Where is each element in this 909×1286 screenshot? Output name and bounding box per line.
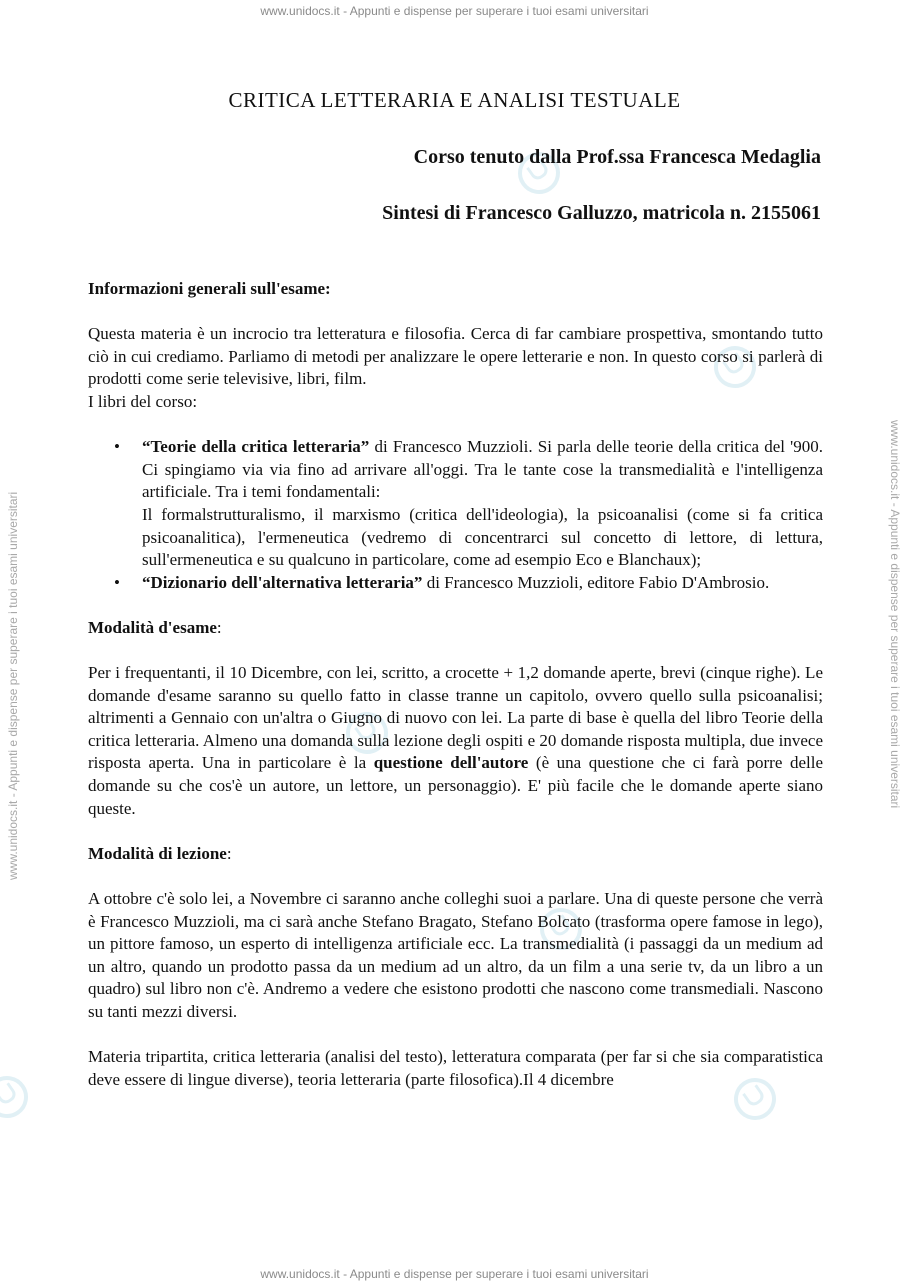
- section-heading-general-info: Informazioni generali sull'esame:: [88, 279, 331, 298]
- author-subtitle: Sintesi di Francesco Galluzzo, matricola n. 2155061: [382, 202, 821, 224]
- book-title: “Dizionario dell'alternativa letteraria”: [142, 572, 423, 592]
- watermark-footer: www.unidocs.it - Appunti e dispense per superare i tuoi esami universitari: [260, 1267, 649, 1281]
- book-themes: Il formalstrutturalismo, il marxismo (critica dell'ideologia), la psicoanalisi (come si fa critica psicoanalitica), l'ermeneutica (vedremo di concentrarci sul concetto di lettore, di lettura, sull'ermeneutica e su qualcuno in particolare, come ad esempio Eco e Blanchaux);: [142, 504, 823, 570]
- watermark-side-right: www.unidocs.it - Appunti e dispense per superare i tuoi esami universitari: [888, 420, 902, 809]
- watermark-header: www.unidocs.it - Appunti e dispense per superare i tuoi esami universitari: [260, 4, 649, 18]
- book-list: [88, 436, 823, 594]
- book-title: “Teorie della critica letteraria”: [142, 437, 370, 457]
- document-body: [88, 278, 823, 1091]
- unidocs-logo-icon: [0, 1068, 36, 1126]
- section-heading-exam-mode: Modalità d'esame:: [88, 617, 222, 637]
- course-subtitle: Corso tenuto dalla Prof.ssa Francesca Medaglia: [413, 146, 821, 168]
- paragraph-lesson-mode: A ottobre c'è solo lei, a Novembre ci saranno anche colleghi suoi a parlare. Una di queste persone che verrà è Francesco Muzzioli, ma ci sarà anche Stefano Bragato, Stefano Bolcato (trasforma opere famose in lego), un pittore famoso, un esperto di intelligenza artificiale ecc. La transmedialità (i passaggi da un medium ad un altro, quando un prodotto passa da un medium ad un altro, da un film a una serie tv, da un libro a un quadro) sul libro non c'è. Andremo a vedere che esistono prodotti che nascono come transmediali. Nascono su tanti mezzi diversi.: [88, 889, 823, 1021]
- bullet-icon: •: [114, 572, 120, 592]
- watermark-side-left: www.unidocs.it - Appunti e dispense per superare i tuoi esami universitari: [6, 491, 20, 880]
- section-heading-lesson-mode: Modalità di lezione:: [88, 843, 232, 863]
- paragraph-subject-structure: Materia tripartita, critica letteraria (analisi del testo), letteratura comparata (per far si che sia comparatistica deve essere di lingue diverse), teoria letteraria (parte filosofica).Il 4 dicembre: [88, 1047, 823, 1089]
- paragraph-general-info: Questa materia è un incrocio tra letteratura e filosofia. Cerca di far cambiare prospettiva, smontando tutto ciò in cui crediamo. Parliamo di metodi per analizzare le opere letterarie e non. In questo corso si parlerà di prodotti come serie televisive, libri, film.: [88, 324, 823, 389]
- books-intro: I libri del corso:: [88, 391, 198, 411]
- list-item: • “Teorie della critica letteraria” di Francesco Muzzioli. Si parla delle teorie della critica del '900. Ci spingiamo via via fino ad arrivare all'oggi. Tra le tante cose la transmedialità e l'intelligenza artificiale. Tra i temi fondamentali: Il formalstrutturalismo, il marxismo (critica dell'ideologia), la psicoanalisi (come si fa critica psicoanalitica), l'ermeneutica (vedremo di concentrarci sul concetto di lettore, di lettura, sull'ermeneutica e su qualcuno in particolare, come ad esempio Eco e Blanchaux);: [114, 437, 823, 570]
- document-title: CRITICA LETTERARIA E ANALISI TESTUALE: [228, 88, 681, 112]
- bullet-icon: •: [114, 437, 120, 457]
- list-item: • “Dizionario dell'alternativa letteraria” di Francesco Muzzioli, editore Fabio D'Ambrosio.: [88, 572, 823, 595]
- paragraph-exam-mode: Per i frequentanti, il 10 Dicembre, con lei, scritto, a crocette + 1,2 domande aperte, brevi (cinque righe). Le domande d'esame saranno su quello fatto in classe tranne un capitolo, ovvero quello sulla psicoanalisi; altrimenti a Gennaio con un'altra o Giugno di nuovo con lei. La parte di base è quella del libro Teorie della critica letteraria. Almeno una domanda sulla lezione degli ospiti e 20 domande risposta multipla, due invece risposta aperta. Una in particolare è la questione dell'autore (è una questione che ci farà porre delle domande su che cos'è un autore, un lettore, un personaggio). E' più facile che le domande aperte siano queste.: [88, 663, 824, 818]
